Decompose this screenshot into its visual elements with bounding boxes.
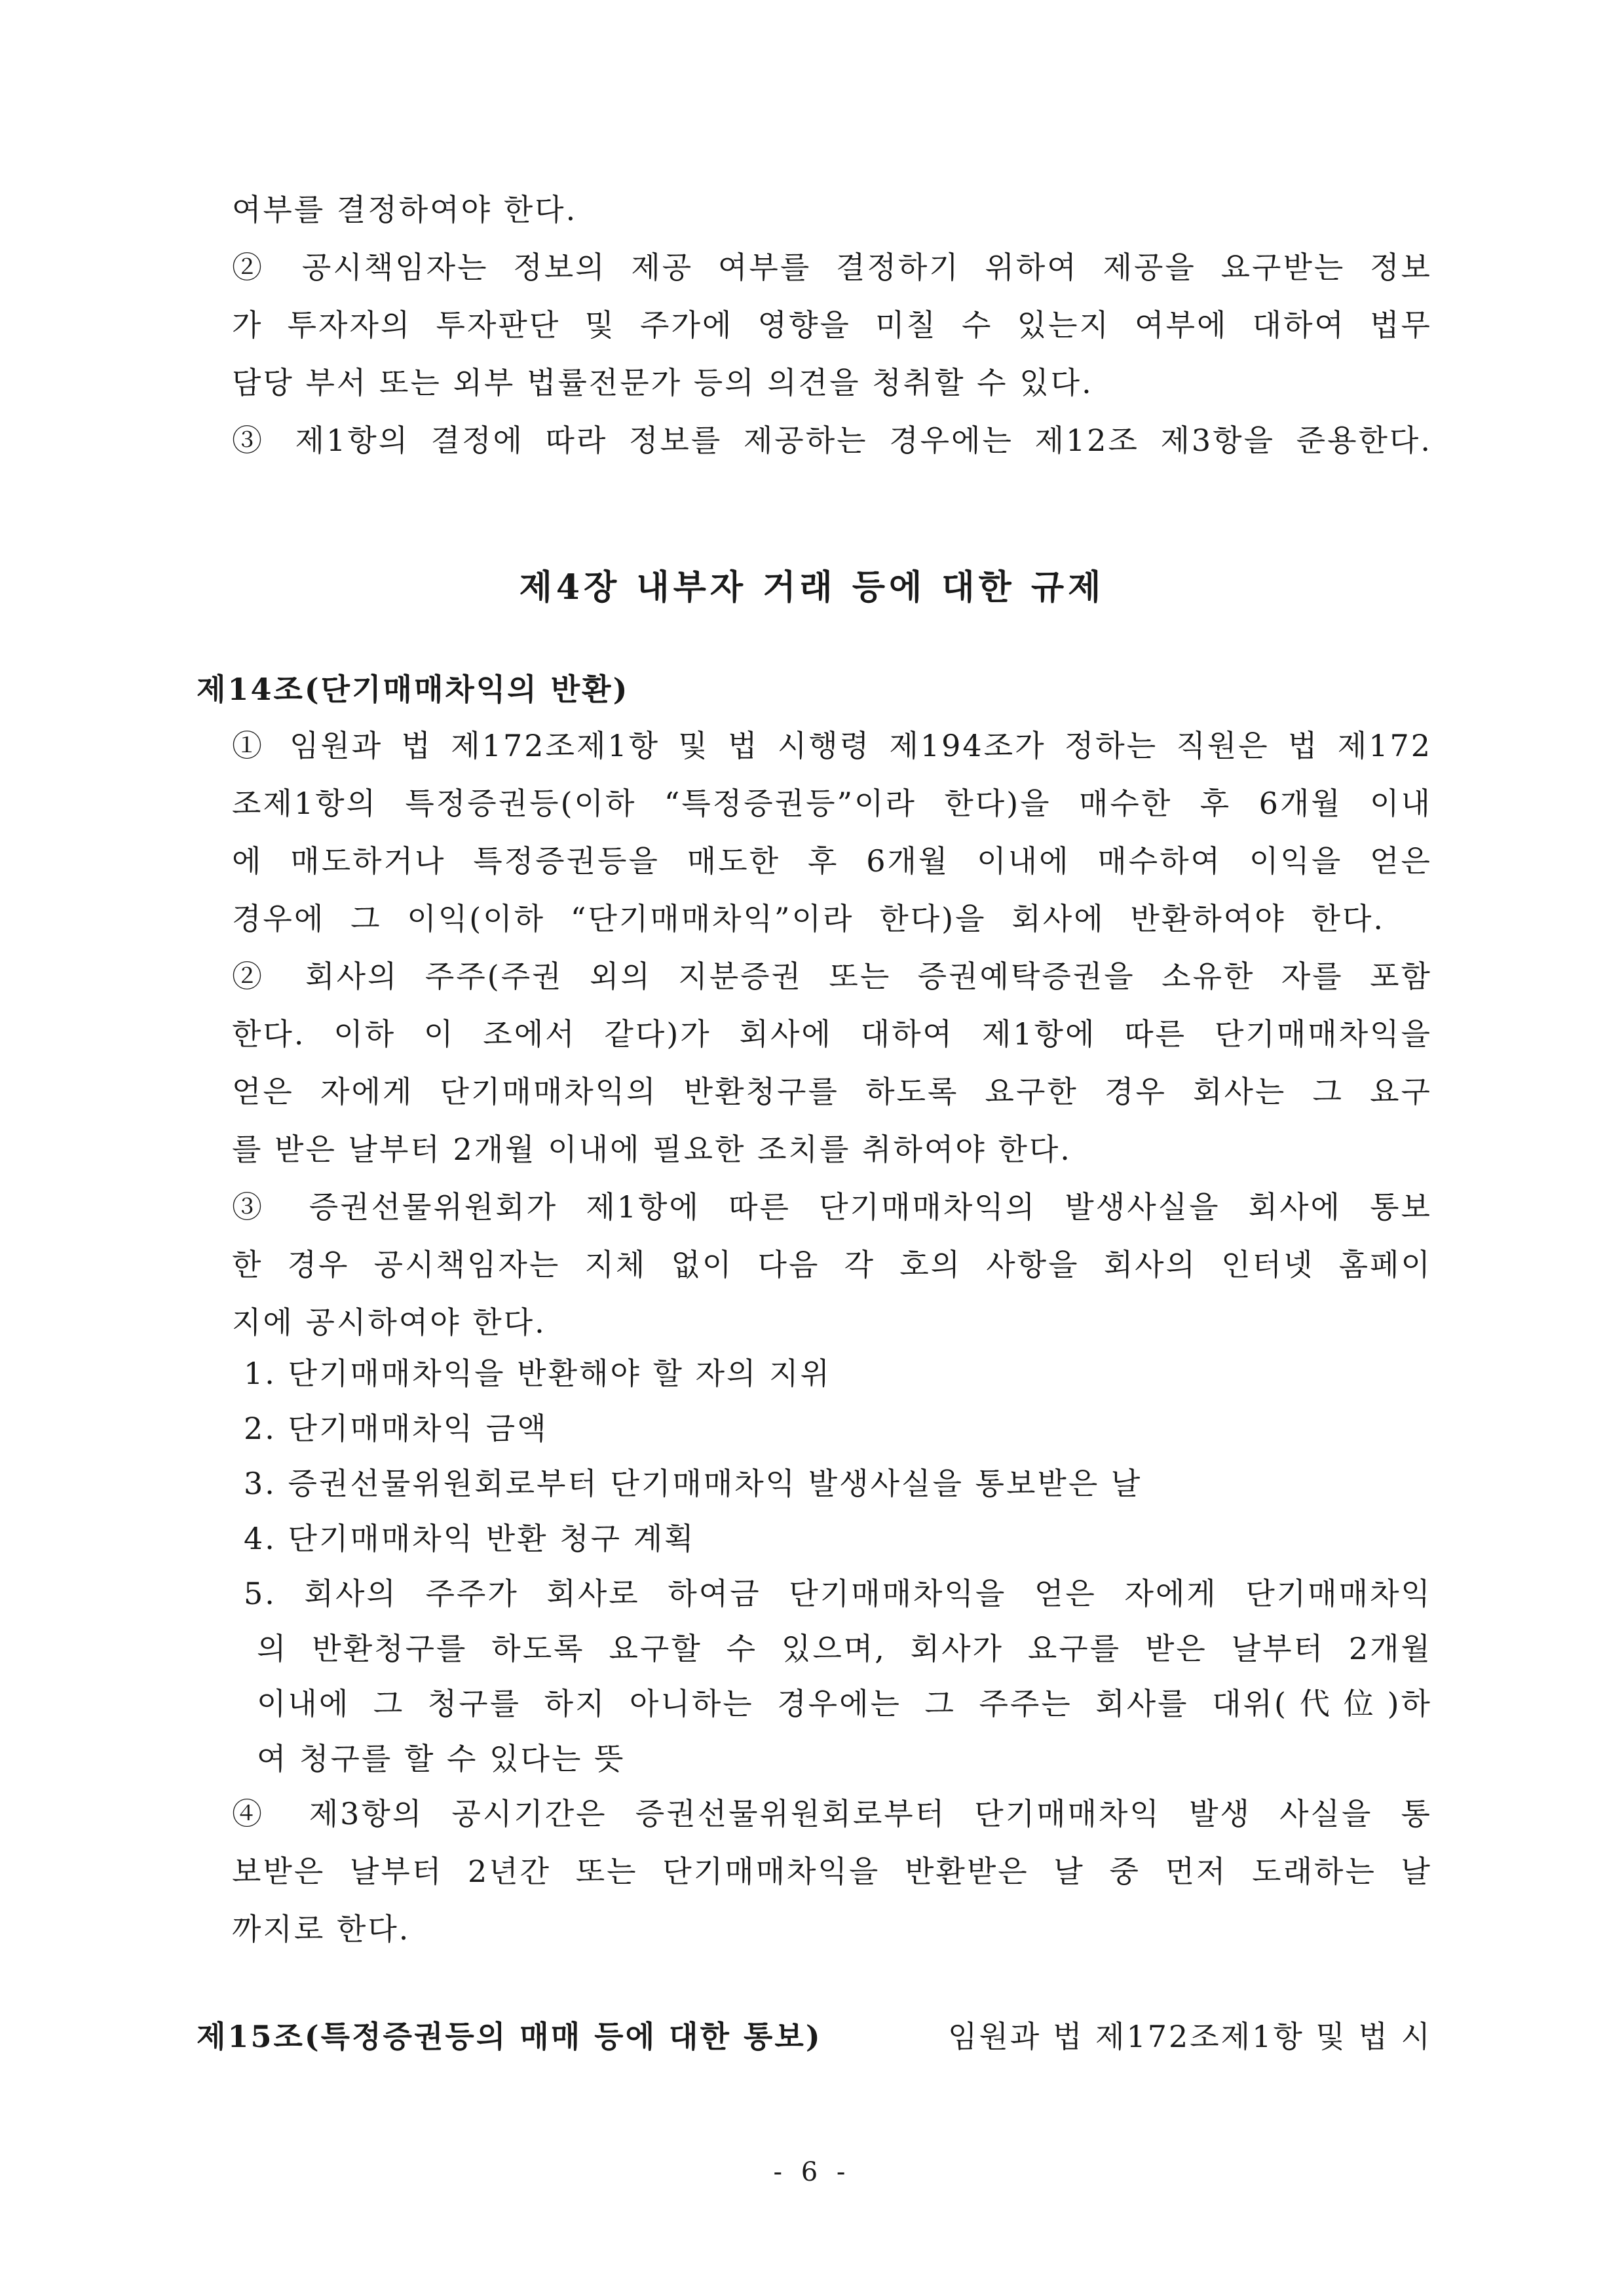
- paragraph-line: 까지로 한다.: [232, 1911, 411, 1947]
- paragraph-line: 담당 부서 또는 외부 법률전문가 등의 의견을 청취할 수 있다.: [232, 365, 1093, 400]
- list-item: 3. 증권선물위원회로부터 단기매매차익 발생사실을 통보받은 날: [244, 1466, 1142, 1501]
- paragraph-line: 한다. 이하 이 조에서 같다)가 회사에 대하여 제1항에 따른 단기매매차익을: [232, 1016, 1432, 1052]
- article-title: 제14조(단기매매차익의 반환): [197, 672, 630, 707]
- article-15-line: [197, 2017, 1432, 2056]
- paragraph-line: ① 임원과 법 제172조제1항 및 법 시행령 제194조가 정하는 직원은 법 제172: [232, 728, 1432, 763]
- paragraph-line: 를 받은 날부터 2개월 이내에 필요한 조치를 취하여야 한다.: [232, 1132, 1072, 1167]
- paragraph-line: ③ 제1항의 결정에 따라 정보를 제공하는 경우에는 제12조 제3항을 준용한다.: [232, 423, 1432, 458]
- list-item: 5. 회사의 주주가 회사로 하여금 단기매매차익을 얻은 자에게 단기매매차익: [244, 1576, 1432, 1611]
- article-title: 제15조(특정증권등의 매매 등에 대한 통보): [197, 2019, 822, 2054]
- paragraph-line: 지에 공시하여야 한다.: [232, 1305, 546, 1340]
- page-number: - 6 -: [773, 2157, 851, 2187]
- paragraph-line: 얻은 자에게 단기매매차익의 반환청구를 하도록 요구한 경우 회사는 그 요구: [232, 1074, 1432, 1109]
- list-item: 여 청구를 할 수 있다는 뜻: [257, 1741, 626, 1776]
- paragraph-line: ④ 제3항의 공시기간은 증권선물위원회로부터 단기매매차익 발생 사실을 통: [232, 1796, 1432, 1831]
- paragraph-line: 한 경우 공시책임자는 지체 없이 다음 각 호의 사항을 회사의 인터넷 홈페이: [232, 1247, 1432, 1282]
- paragraph-line: ③ 증권선물위원회가 제1항에 따른 단기매매차익의 발생사실을 회사에 통보: [232, 1189, 1432, 1225]
- list-item: 2. 단기매매차익 금액: [244, 1411, 548, 1446]
- paragraph-line: ② 회사의 주주(주권 외의 지분증권 또는 증권예탁증권을 소유한 자를 포함: [232, 959, 1432, 994]
- paragraph-line: 경우에 그 이익(이하 “단기매매차익”이라 한다)을 회사에 반환하여야 한다.: [232, 901, 1385, 936]
- paragraph-line: 여부를 결정하여야 한다.: [232, 192, 578, 227]
- chapter-title: 제4장 내부자 거래 등에 대한 규제: [519, 567, 1105, 607]
- paragraph-line: 보받은 날부터 2년간 또는 단기매매차익을 반환받은 날 중 먼저 도래하는 날: [232, 1854, 1432, 1889]
- paragraph-line: 조제1항의 특정증권등(이하 “특정증권등”이라 한다)을 매수한 후 6개월 이내: [232, 786, 1432, 821]
- list-item: 4. 단기매매차익 반환 청구 계획: [244, 1521, 696, 1556]
- paragraph-line: 에 매도하거나 특정증권등을 매도한 후 6개월 이내에 매수하여 이익을 얻은: [232, 843, 1432, 879]
- list-item: 이내에 그 청구를 하지 아니하는 경우에는 그 주주는 회사를 대위(代位)하: [257, 1686, 1432, 1721]
- paragraph-line: 가 투자자의 투자판단 및 주가에 영향을 미칠 수 있는지 여부에 대하여 법무: [232, 307, 1432, 343]
- article-text: 임원과 법 제172조제1항 및 법 시: [948, 2019, 1432, 2054]
- paragraph-line: ② 공시책임자는 정보의 제공 여부를 결정하기 위하여 제공을 요구받는 정보: [232, 250, 1432, 285]
- list-item: 의 반환청구를 하도록 요구할 수 있으며, 회사가 요구를 받은 날부터 2개월: [257, 1631, 1432, 1666]
- list-item: 1. 단기매매차익을 반환해야 할 자의 지위: [244, 1356, 831, 1391]
